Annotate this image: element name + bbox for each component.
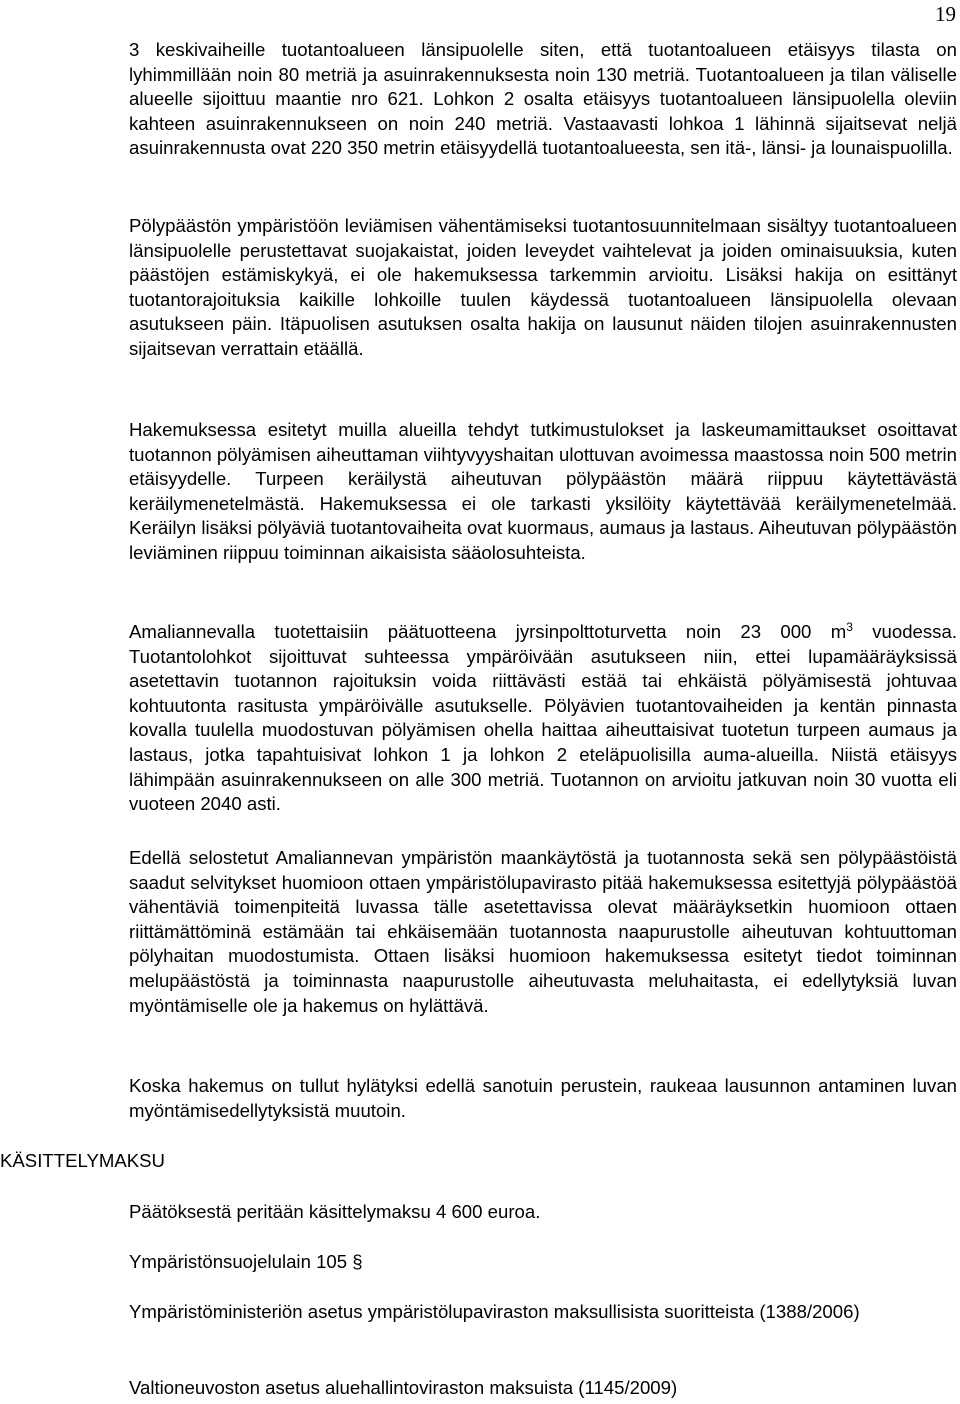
- paragraph-production: [129, 620, 957, 817]
- paragraph-study-results: Hakemuksessa esitetyt muilla alueilla tehdyt tutkimustulokset ja laskeumamittaukset osoittavat tuotannon pölyämisen aiheuttaman viihtyvyyshaitan ulottuvan avoimessa maastossa noin 500 metrin etäisyydelle. Turpeen keräilystä aiheutuvan pölypäästön määrä riippuu käytettävästä keräilymenetelmästä. Hakemuksessa ei ole tarkasti yksilöity käytettävää keräilymenetelmää. Keräilyn lisäksi pölyäviä tuotantovaiheita ovat kuormaus, aumaus ja lastaus. Aiheutuvan pölypäästön leviäminen riippuu toiminnan aikaisista sääolosuhteista.: [129, 419, 957, 563]
- fee-law-reference: Ympäristönsuojelulain 105 §: [129, 1251, 363, 1272]
- section-heading-processing-fee: KÄSITTELYMAKSU: [0, 1150, 165, 1171]
- cubic-superscript: 3: [846, 619, 853, 634]
- paragraph-statement-lapse: Koska hakemus on tullut hylätyksi edellä sanotuin perustein, raukeaa lausunnon antaminen luvan myöntämisedellytyksistä muutoin.: [129, 1075, 957, 1121]
- paragraph-conclusion: Edellä selostetut Amaliannevan ympäristön maankäytöstä ja tuotannosta sekä sen pölypäästöistä saadut selvitykset huomioon ottaen ympäristölupavirasto pitää hakemuksessa esitettyjä pölypäästöä vähentäviä toimenpiteitä luvassa tälle asetettavissa olevat määräyksetkin huomioon ottaen riittämättöminä estämään tai ehkäisemään tuotannosta naapurustolle aiheutuvan kohtuuttoman pölyhaitan muodostumista. Ottaen lisäksi huomioon hakemuksessa esitetyt tiedot toiminnan melupäästöstä ja toiminnasta naapurustolle aiheutuvasta meluhaitasta, ei edellytyksiä luvan myöntämiselle ole ja hakemus on hylättävä.: [129, 847, 957, 1016]
- paragraph-production-rest: vuodessa. Tuotantolohkot sijoittuvat suhteessa ympäröivään asutukseen niin, ettei lupamääräyksissä asetettavin tuotannon rajoituksin voida riittävästi estää tai ehkäistä pölyämisestä johtuvaa kohtuutonta rasitusta ympäröivälle asutukselle. Pölyävien tuotantovaiheiden ja kentän pinnasta kovalla tuulella muodostuvan pölyämisen ohella haittaa aiheuttaisivat tuotetun turpeen aumaus ja lastaus, jotka tapahtuisivat lohkon 1 ja lohkon 2 eteläpuolisilla auma-alueilla. Niistä etäisyys lähimpään asuinrakennukseen on alle 300 metriä. Tuotannon on arvioitu jatkuvan noin 30 vuotta eli vuoteen 2040 asti.: [129, 621, 957, 815]
- page-number: 19: [935, 2, 956, 26]
- paragraph-dust-mitigation: Pölypäästön ympäristöön leviämisen vähentämiseksi tuotantosuunnitelmaan sisältyy tuotantoalueen länsipuolelle perustettavat suojakaistat, joiden leveydet vaihtelevat ja joiden ominaisuuksia, kuten päästöjen estämiskykyä, ei ole hakemuksessa tarkemmin arvioitu. Lisäksi hakija on esittänyt tuotantorajoituksia kaikille lohkoille tuulen käydessä tuotantoalueen länsipuolella olevaan asutukseen päin. Itäpuolisen asutuksen osalta hakija on lausunut näiden tilojen asuinrakennusten sijaitsevan verrattain etäällä.: [129, 215, 957, 359]
- fee-ministry-decree: Ympäristöministeriön asetus ympäristölupaviraston maksullisista suoritteista (1388/2006): [129, 1301, 860, 1322]
- fee-government-decree: Valtioneuvoston asetus aluehallintoviraston maksuista (1145/2009): [129, 1377, 678, 1398]
- paragraph-distances: 3 keskivaiheille tuotantoalueen länsipuolelle siten, että tuotantoalueen etäisyys tilasta on lyhimmillään noin 80 metriä ja asuinrakennuksesta noin 130 metriä. Tuotantoalueen ja tilan väliselle alueelle sijoittuu maantie nro 621. Lohkon 2 osalta etäisyys tuotantoalueen länsipuolella oleviin kahteen asuinrakennukseen on noin 240 metriä. Vastaavasti lohkoa 1 lähinnä sijaitsevat neljä asuinrakennusta ovat 220 350 metrin etäisyydellä tuotantoalueesta, sen itä-, länsi- ja lounaispuolilla.: [129, 39, 957, 159]
- paragraph-production-start: Amaliannevalla tuotettaisiin päätuotteena jyrsinpolttoturvetta noin 23 000 m: [129, 621, 847, 642]
- fee-amount: Päätöksestä peritään käsittelymaksu 4 600 euroa.: [129, 1201, 541, 1222]
